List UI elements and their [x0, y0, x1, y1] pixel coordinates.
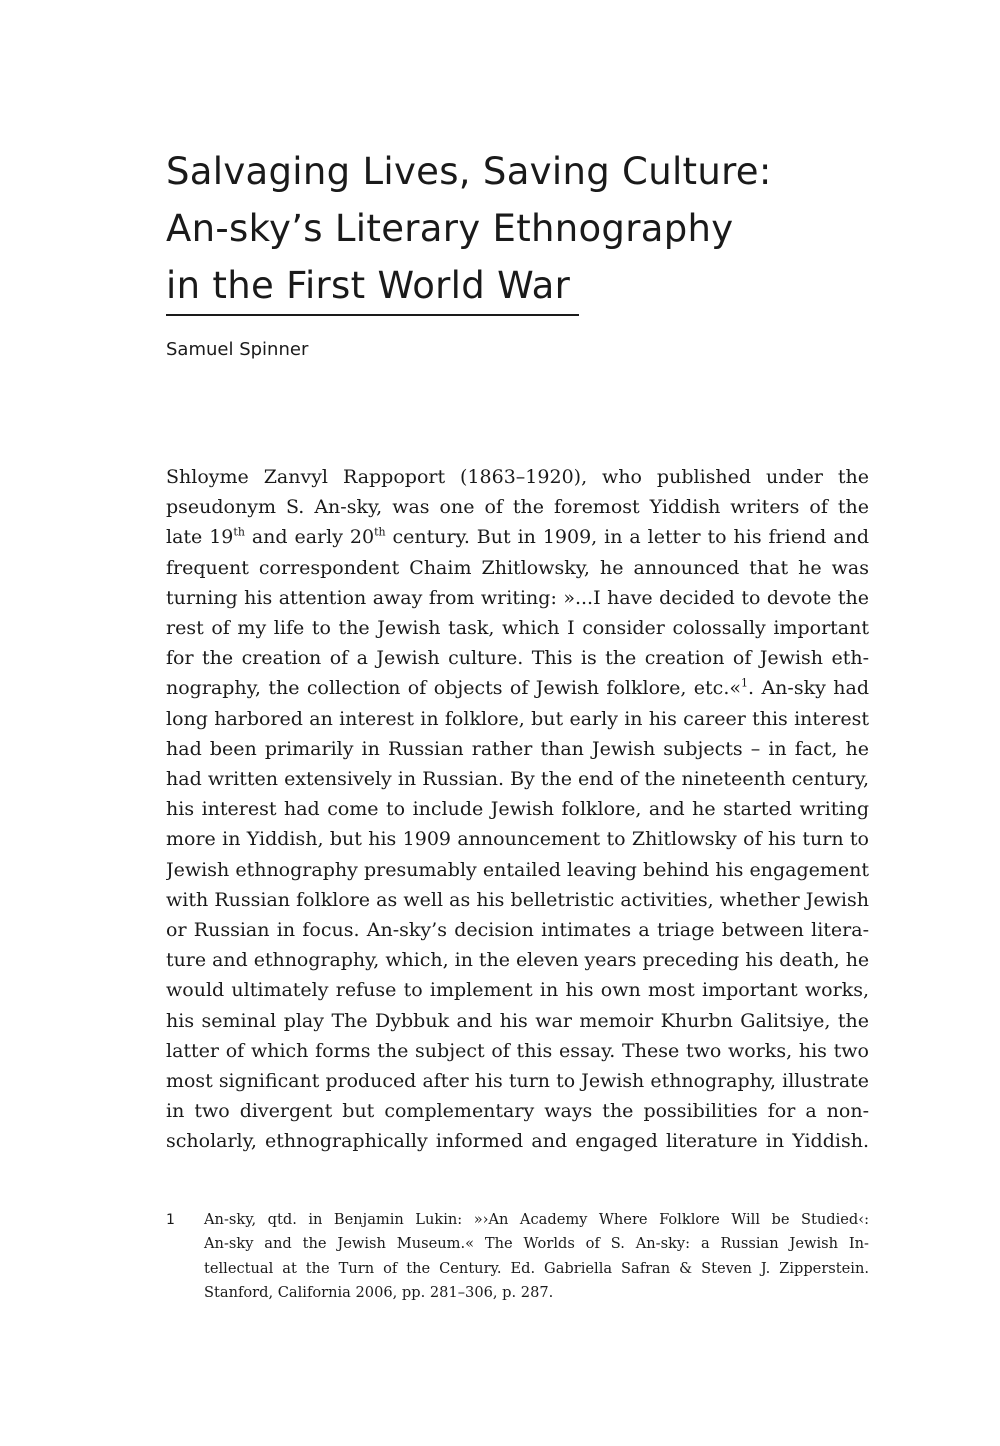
body-line: in two divergent but complementary ways the possibilities for a non- — [166, 1100, 869, 1123]
body-line — [166, 673, 869, 703]
body-line: scholarly, ethnographically informed and engaged literature in Yiddish. — [166, 1130, 869, 1153]
title-line-2: An-sky’s Literary Ethnography — [166, 207, 734, 250]
body-line: frequent correspondent Chaim Zhitlowsky, he announced that he was — [166, 556, 869, 579]
body-text: and early 20 — [244, 526, 375, 549]
body-line: Jewish ethnography presumably entailed leaving behind his engagement — [166, 858, 869, 881]
title-line-1: Salvaging Lives, Saving Culture: — [166, 150, 772, 193]
title-line-3: in the First World War — [166, 264, 571, 307]
footnote-marker: 1 — [740, 677, 748, 691]
footnote-line: An-sky, qtd. in Benjamin Lukin: »›An Academy Where Folklore Will be Studied‹: — [204, 1211, 869, 1228]
superscript: th — [233, 526, 245, 540]
body-line — [166, 522, 869, 552]
title-divider — [166, 314, 579, 316]
body-line: Shloyme Zanvyl Rappoport (1863–1920), who published under the — [166, 466, 869, 488]
body-line: most significant produced after his turn to Jewish ethnography, illustrate — [166, 1070, 869, 1093]
footnote — [204, 1208, 869, 1305]
body-line: would ultimately refuse to implement in his own most important works, — [166, 979, 869, 1002]
body-line: had been primarily in Russian rather than Jewish subjects – in fact, he — [166, 737, 869, 760]
body-line: with Russian folklore as well as his belletristic activities, whether Jewish — [166, 888, 869, 911]
body-line: or Russian in focus. An-sky’s decision intimates a triage between litera- — [166, 919, 869, 942]
body-line: turning his attention away from writing: »...I have decided to devote the — [166, 586, 869, 609]
body-text: nography, the collection of objects of Jewish folklore, etc.« — [166, 677, 741, 700]
body-line: pseudonym S. An-sky, was one of the foremost Yiddish writers of the — [166, 496, 869, 519]
footnote-line: Stanford, California 2006, pp. 281–306, p. 287. — [204, 1283, 554, 1301]
superscript: th — [374, 526, 386, 540]
body-line: long harbored an interest in folklore, but early in his career this interest — [166, 707, 869, 730]
body-line: latter of which forms the subject of this essay. These two works, his two — [166, 1039, 869, 1062]
body-line: had written extensively in Russian. By the end of the nineteenth century, — [166, 768, 869, 791]
body-text: . An-sky had — [747, 677, 869, 700]
body-text: late 19 — [166, 526, 234, 549]
body-text: century. But in 1909, in a letter to his friend and — [385, 526, 869, 549]
author-name: Samuel Spinner — [166, 339, 309, 360]
body-line: his interest had come to include Jewish folklore, and he started writing — [166, 798, 869, 821]
article-title — [166, 143, 866, 314]
body-line: rest of my life to the Jewish task, which I consider colossally important — [166, 617, 869, 640]
footnote-line: An-sky and the Jewish Museum.« The Worlds of S. An-sky: a Russian Jewish In- — [204, 1235, 869, 1253]
body-line: his seminal play The Dybbuk and his war memoir Khurbn Galitsiye, the — [166, 1009, 869, 1032]
footnote-number: 1 — [166, 1212, 175, 1228]
footnote-line: tellectual at the Turn of the Century. Ed. Gabriella Safran & Steven J. Zipperstein. — [204, 1259, 869, 1277]
body-line: ture and ethnography, which, in the eleven years preceding his death, he — [166, 949, 869, 972]
body-paragraph — [166, 462, 869, 1157]
body-line: for the creation of a Jewish culture. This is the creation of Jewish eth- — [166, 647, 869, 670]
body-line: more in Yiddish, but his 1909 announcement to Zhitlowsky of his turn to — [166, 828, 869, 851]
